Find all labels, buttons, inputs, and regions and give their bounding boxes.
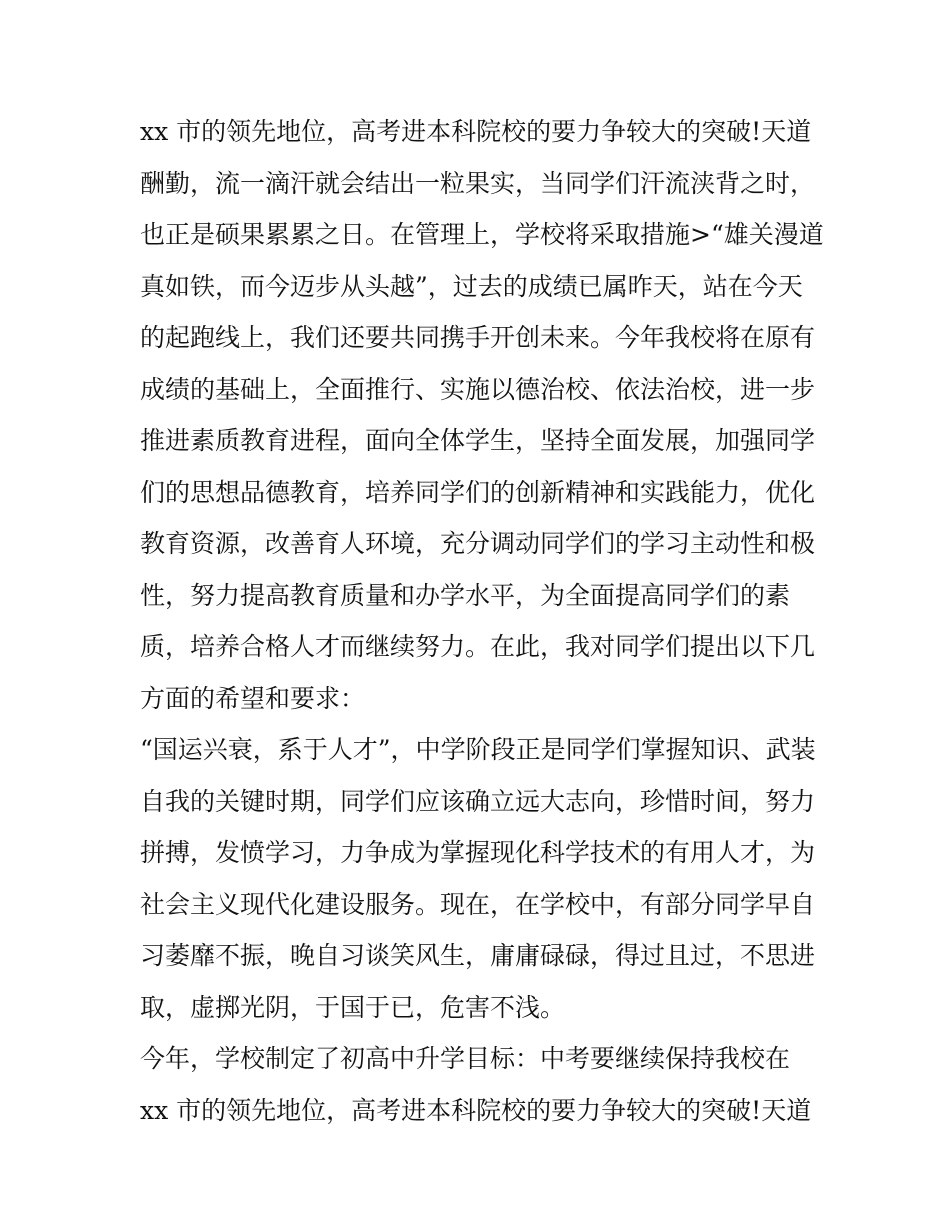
text-line: 酬勤，流一滴汗就会结出一粒果实，当同学们汗流浃背之时，	[140, 168, 816, 198]
text-line: xx 市的领先地位，高考进本科院校的要力争较大的突破!天道	[140, 117, 812, 146]
text-line: 的起跑线上，我们还要共同携手开创未来。今年我校将在原有	[140, 323, 816, 352]
text-line: 自我的关键时期，同学们应该确立远大志向，珍惜时间，努力	[140, 786, 816, 816]
text-line: 教育资源，改善育人环境，充分调动同学们的学习主动性和极	[140, 529, 816, 558]
text-line: 质，培养合格人才而继续努力。在此，我对同学们提出以下几	[140, 632, 816, 661]
text-line: 习萎靡不振，晚自习谈笑风生，庸庸碌碌，得过且过，不思进	[140, 941, 816, 970]
body-text	[140, 106, 830, 1136]
text-line: 方面的希望和要求：	[140, 683, 366, 713]
text-line: 今年，学校制定了初高中升学目标：中考要继续保持我校在	[140, 1044, 791, 1073]
text-line: 取，虚掷光阴，于国于已，危害不浅。	[140, 992, 566, 1022]
text-line: 拼搏，发愤学习，力争成为掌握现化科学技术的有用人才，为	[140, 838, 816, 867]
text-line: 性，努力提高教育质量和办学水平，为全面提高同学们的素	[140, 580, 791, 610]
text-line: 们的思想品德教育，培养同学们的创新精神和实践能力，优化	[140, 477, 816, 507]
text-line: xx 市的领先地位，高考进本科院校的要力争较大的突破!天道	[140, 1095, 812, 1125]
text-line: 也正是硕果累累之日。在管理上，学校将采取措施>“雄关漫道	[140, 220, 824, 249]
text-line: 社会主义现代化建设服务。现在，在学校中，有部分同学早自	[140, 889, 816, 919]
text-line: “国运兴衰，系于人才”，中学阶段正是同学们掌握知识、武装	[140, 735, 816, 764]
text-line: 成绩的基础上，全面推行、实施以德治校、依法治校，进一步	[140, 374, 816, 404]
text-line: 真如铁，而今迈步从头越”，过去的成绩已属昨天，站在今天	[140, 271, 803, 301]
text-line: 推进素质教育进程，面向全体学生，坚持全面发展，加强同学	[140, 426, 816, 455]
